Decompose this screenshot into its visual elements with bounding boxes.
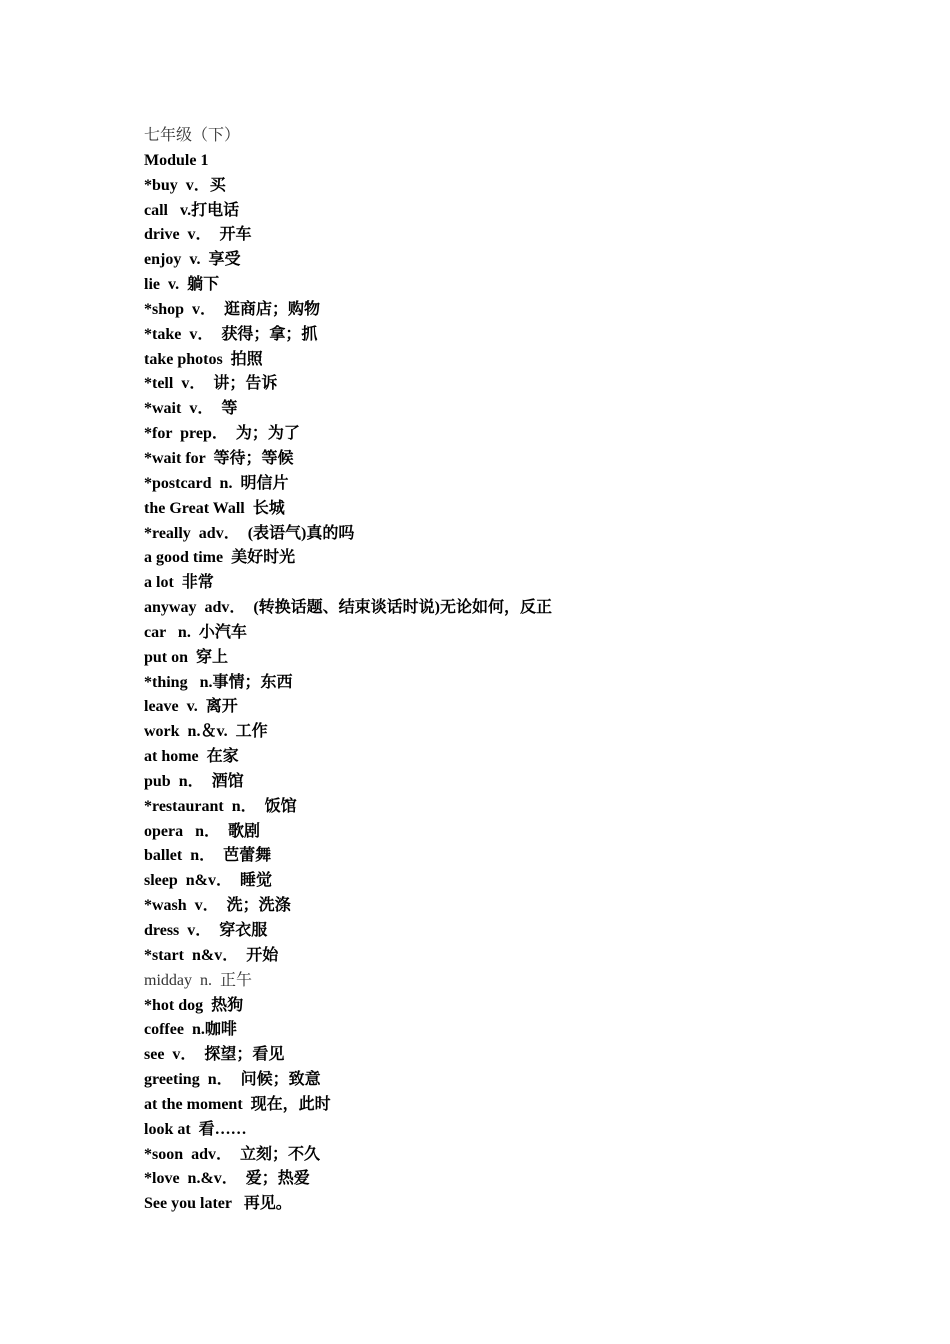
vocab-entry: see v． 探望；看见 bbox=[144, 1046, 285, 1064]
vocab-entry: take photos 拍照 bbox=[144, 350, 263, 368]
vocab-entry: a lot 非常 bbox=[144, 574, 214, 592]
vocab-entry: *postcard n. 明信片 bbox=[144, 474, 289, 492]
vocab-entry: look at 看…… bbox=[144, 1120, 247, 1138]
vocab-entry: *love n.&v． 爱；热爱 bbox=[144, 1170, 310, 1188]
vocab-entry: *thing n.事情；东西 bbox=[144, 673, 293, 691]
vocab-entry: opera n． 歌剧 bbox=[144, 822, 261, 840]
vocab-entry: enjoy v. 享受 bbox=[144, 251, 241, 269]
vocab-entry: put on 穿上 bbox=[144, 648, 229, 666]
vocab-entry: midday n. 正午 bbox=[144, 971, 252, 989]
vocab-entry: *soon adv． 立刻；不久 bbox=[144, 1145, 321, 1163]
vocab-entry: *restaurant n． 饭馆 bbox=[144, 797, 297, 815]
vocab-entry: dress v． 穿衣服 bbox=[144, 922, 268, 939]
grade-title: 七年级（下） bbox=[144, 127, 241, 144]
vocab-entry: sleep n&v． 睡觉 bbox=[144, 872, 273, 890]
vocab-entry: *wash v． 洗；洗涤 bbox=[144, 897, 291, 915]
vocab-entry: See you later 再见。 bbox=[144, 1195, 292, 1213]
vocab-entry: *tell v． 讲；告诉 bbox=[144, 375, 278, 393]
vocab-entry: the Great Wall 长城 bbox=[144, 499, 285, 517]
vocab-entry: *wait for 等待；等候 bbox=[144, 449, 294, 467]
vocab-entry: greeting n． 问候；致意 bbox=[144, 1071, 321, 1089]
vocab-entry: drive v． 开车 bbox=[144, 226, 252, 244]
vocab-entry: *hot dog 热狗 bbox=[144, 996, 244, 1014]
vocab-entry: at home 在家 bbox=[144, 748, 239, 766]
vocab-entry: anyway adv． (转换话题、结束谈话时说)无论如何，反正 bbox=[144, 599, 553, 617]
vocab-entry: *start n&v． 开始 bbox=[144, 946, 279, 964]
vocab-entry: ballet n． 芭蕾舞 bbox=[144, 847, 272, 865]
vocab-entry: *really adv． (表语气)真的吗 bbox=[144, 524, 355, 542]
module-title: Module 1 bbox=[144, 151, 209, 169]
vocab-entry: car n. 小汽车 bbox=[144, 623, 247, 641]
vocab-entry: coffee n.咖啡 bbox=[144, 1021, 237, 1039]
vocab-entry: at the moment 现在，此时 bbox=[144, 1095, 331, 1113]
vocab-entry: *buy v．买 bbox=[144, 176, 226, 194]
vocab-entry: pub n． 酒馆 bbox=[144, 772, 244, 790]
vocab-entry: a good time 美好时光 bbox=[144, 549, 296, 567]
vocab-entry: *take v． 获得；拿；抓 bbox=[144, 325, 318, 343]
vocab-entry: leave v. 离开 bbox=[144, 698, 238, 716]
vocab-entry: *for prep． 为；为了 bbox=[144, 425, 300, 443]
vocab-entry: call v.打电话 bbox=[144, 201, 240, 219]
vocab-entry: *wait v． 等 bbox=[144, 400, 238, 418]
document-page bbox=[144, 124, 844, 1217]
vocab-entry: *shop v． 逛商店；购物 bbox=[144, 300, 321, 318]
vocab-entry: work n.＆v. 工作 bbox=[144, 723, 268, 741]
vocab-entry: lie v. 躺下 bbox=[144, 276, 220, 294]
